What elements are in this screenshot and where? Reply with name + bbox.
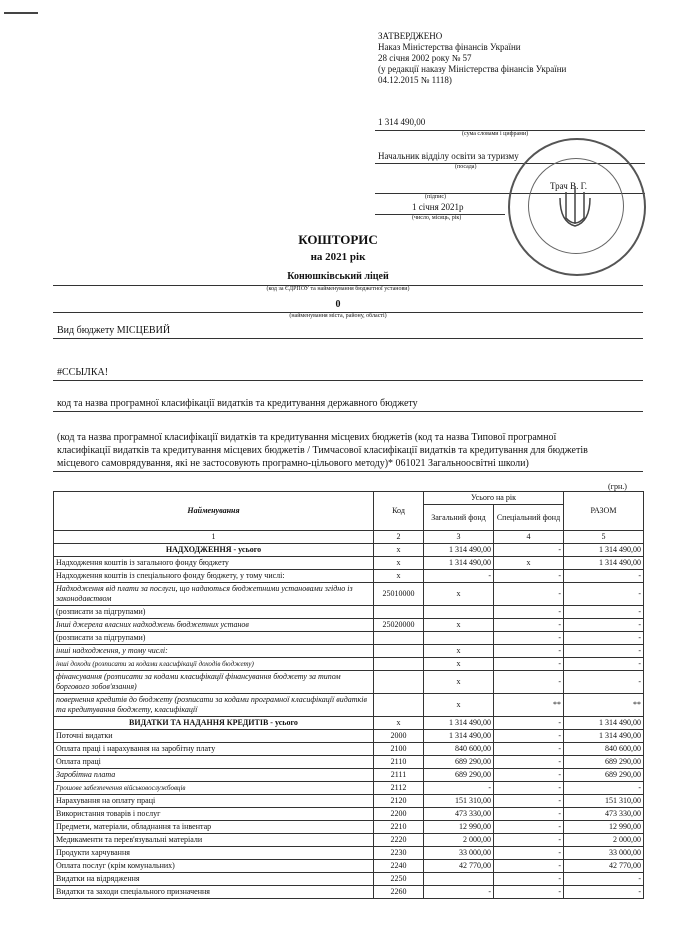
row-special-fund: - (494, 570, 564, 583)
row-general-fund: 473 330,00 (424, 808, 494, 821)
signature-caption: (підпис) (425, 194, 447, 200)
row-code (374, 645, 424, 658)
row-total: 840 600,00 (564, 743, 644, 756)
row-name: Надходження від плати за послуги, що надаються бюджетними установами згідно із законодавством (54, 583, 374, 606)
row-special-fund: - (494, 769, 564, 782)
table-row (54, 583, 644, 606)
row-name: Нарахування на оплату праці (54, 795, 374, 808)
document-year: на 2021 рік (310, 251, 366, 263)
row-general-fund: 33 000,00 (424, 847, 494, 860)
row-total: - (564, 671, 644, 694)
city-code: 0 (335, 299, 341, 310)
row-special-fund: - (494, 632, 564, 645)
row-code (374, 658, 424, 671)
row-code: 2210 (374, 821, 424, 834)
table-header-row (54, 492, 644, 505)
row-name: інші доходи (розписати за кодами класифікації доходів бюджету) (54, 658, 374, 671)
row-code (374, 632, 424, 645)
row-code: x (374, 557, 424, 570)
local-classification-line-3: місцевого самоврядування, які не застосовують програмно-цільового методу)* 061021 Загальноосвітні школи) (57, 458, 529, 469)
row-code: x (374, 717, 424, 730)
row-total: - (564, 583, 644, 606)
row-name: Медикаменти та перев'язувальні матеріали (54, 834, 374, 847)
table-row (54, 730, 644, 743)
currency-unit: (грн.) (608, 482, 627, 491)
header-name: Найменування (54, 492, 374, 531)
row-name: Поточні видатки (54, 730, 374, 743)
column-number: 2 (374, 531, 424, 544)
row-special-fund: - (494, 808, 564, 821)
row-general-fund: x (424, 694, 494, 717)
row-special-fund: - (494, 619, 564, 632)
table-row (54, 782, 644, 795)
row-code: 2120 (374, 795, 424, 808)
row-total: ** (564, 694, 644, 717)
row-total: - (564, 606, 644, 619)
reference-line (53, 380, 643, 381)
approval-edition-date: 04.12.2015 № 1118) (378, 75, 452, 85)
table-row (54, 769, 644, 782)
row-special-fund: - (494, 795, 564, 808)
row-code (374, 694, 424, 717)
row-total: 1 314 490,00 (564, 557, 644, 570)
row-total: - (564, 570, 644, 583)
row-special-fund: - (494, 834, 564, 847)
row-total: 689 290,00 (564, 756, 644, 769)
row-code (374, 671, 424, 694)
table-row (54, 808, 644, 821)
approval-edition: (у редакції наказу Міністерства фінансів України (378, 64, 567, 74)
row-total: 12 990,00 (564, 821, 644, 834)
row-general-fund: 42 770,00 (424, 860, 494, 873)
row-special-fund: - (494, 658, 564, 671)
row-total: 42 770,00 (564, 860, 644, 873)
row-code: 2250 (374, 873, 424, 886)
table-row (54, 847, 644, 860)
row-name: Інші джерела власних надходжень бюджетних установ (54, 619, 374, 632)
local-classification-line (53, 471, 643, 472)
row-general-fund: 1 314 490,00 (424, 544, 494, 557)
row-name: НАДХОДЖЕННЯ - усього (54, 544, 374, 557)
row-special-fund: - (494, 743, 564, 756)
row-total: 151 310,00 (564, 795, 644, 808)
row-name: Оплата праці (54, 756, 374, 769)
table-row (54, 694, 644, 717)
row-general-fund: 1 314 490,00 (424, 730, 494, 743)
organization-name: Конюшківський ліцей (287, 271, 389, 282)
approved-amount: 1 314 490,00 (378, 117, 426, 127)
row-name: Оплата праці і нарахування на заробітну плату (54, 743, 374, 756)
row-code: 2200 (374, 808, 424, 821)
budget-table (53, 491, 644, 899)
table-row (54, 544, 644, 557)
row-total: - (564, 782, 644, 795)
row-total: - (564, 886, 644, 899)
table-row (54, 873, 644, 886)
row-name: фінансування (розписати за кодами класифікації фінансування бюджету за типом боргового зобов'язання) (54, 671, 374, 694)
row-general-fund: x (424, 671, 494, 694)
row-code (374, 606, 424, 619)
row-special-fund: ** (494, 694, 564, 717)
row-special-fund: - (494, 847, 564, 860)
row-special-fund: - (494, 583, 564, 606)
row-general-fund (424, 606, 494, 619)
document-title: КОШТОРИС (298, 232, 378, 247)
approval-day: 1 січня 2021р (412, 202, 464, 212)
row-special-fund: - (494, 860, 564, 873)
row-total: - (564, 645, 644, 658)
row-code: 2100 (374, 743, 424, 756)
row-name: повернення кредитів до бюджету (розписати за кодами програмної класифікації видатків та кредитування бюджету, класифікації (54, 694, 374, 717)
row-total: 2 000,00 (564, 834, 644, 847)
table-row (54, 743, 644, 756)
row-code: 2000 (374, 730, 424, 743)
header-code: Код (374, 492, 424, 531)
state-classification-label: код та назва програмної класифікації видатків та кредитування державного бюджету (57, 398, 418, 409)
table-row (54, 570, 644, 583)
row-total: 1 314 490,00 (564, 544, 644, 557)
row-name: Предмети, матеріали, обладнання та інвентар (54, 821, 374, 834)
row-code: 25020000 (374, 619, 424, 632)
row-name: Оплата послуг (крім комунальних) (54, 860, 374, 873)
row-special-fund: - (494, 645, 564, 658)
row-code: 2260 (374, 886, 424, 899)
table-row (54, 606, 644, 619)
row-special-fund: - (494, 544, 564, 557)
header-general-fund: Загальний фонд (424, 505, 494, 531)
row-general-fund (424, 873, 494, 886)
column-number: 1 (54, 531, 374, 544)
row-general-fund: - (424, 886, 494, 899)
budget-type: Вид бюджету МІСЦЕВИЙ (57, 325, 171, 336)
signer-name: Трач В. Г. (550, 181, 588, 191)
row-special-fund: - (494, 756, 564, 769)
row-special-fund: - (494, 821, 564, 834)
row-special-fund: - (494, 717, 564, 730)
row-name: Продукти харчування (54, 847, 374, 860)
local-classification-line-2: класифікації видатків та кредитування місцевих бюджетів / Тимчасової класифікації видатків та кредитування для бюджетів (57, 445, 588, 456)
row-name: Використання товарів і послуг (54, 808, 374, 821)
row-general-fund: x (424, 658, 494, 671)
city-caption: (найменування міста, району, області) (289, 313, 387, 319)
row-name: Надходження коштів із спеціального фонду бюджету, у тому числі: (54, 570, 374, 583)
row-general-fund: 151 310,00 (424, 795, 494, 808)
row-total: - (564, 632, 644, 645)
amount-caption: (сума словами і цифрами) (462, 131, 529, 137)
row-total: 1 314 490,00 (564, 717, 644, 730)
row-total: 689 290,00 (564, 769, 644, 782)
row-name: Видатки та заходи спеціального призначення (54, 886, 374, 899)
header-special-fund: Спеціальний фонд (494, 505, 564, 531)
local-classification-text (57, 431, 647, 470)
row-code: x (374, 570, 424, 583)
table-row (54, 619, 644, 632)
row-general-fund: x (424, 645, 494, 658)
row-general-fund (424, 632, 494, 645)
row-name: (розписати за підгрупами) (54, 632, 374, 645)
row-special-fund: x (494, 557, 564, 570)
row-code: 2220 (374, 834, 424, 847)
row-code: x (374, 544, 424, 557)
row-special-fund: - (494, 606, 564, 619)
approver-position: Начальник відділу освіти за туризму (378, 151, 519, 161)
row-total: - (564, 619, 644, 632)
scan-mark (4, 12, 38, 14)
column-number: 3 (424, 531, 494, 544)
budget-type-line (53, 338, 643, 339)
row-total: 1 314 490,00 (564, 730, 644, 743)
table-row (54, 795, 644, 808)
column-number: 4 (494, 531, 564, 544)
row-name: (розписати за підгрупами) (54, 606, 374, 619)
approval-order: Наказ Міністерства фінансів України (378, 42, 521, 52)
row-name: Видатки на відрядження (54, 873, 374, 886)
row-special-fund: - (494, 671, 564, 694)
row-code: 25010000 (374, 583, 424, 606)
row-special-fund: - (494, 730, 564, 743)
state-classification-line (53, 411, 643, 412)
row-general-fund: 1 314 490,00 (424, 717, 494, 730)
row-general-fund: 12 990,00 (424, 821, 494, 834)
row-code: 2112 (374, 782, 424, 795)
row-general-fund: 840 600,00 (424, 743, 494, 756)
row-special-fund: - (494, 873, 564, 886)
table-row (54, 821, 644, 834)
date-caption: (число, місяць, рік) (412, 215, 462, 221)
row-general-fund: 689 290,00 (424, 769, 494, 782)
local-classification-line-1: (код та назва програмної класифікації видатків та кредитування місцевих бюджетів (код та назва Типової програмної (57, 432, 557, 443)
row-code: 2111 (374, 769, 424, 782)
row-total: 473 330,00 (564, 808, 644, 821)
row-general-fund: - (424, 782, 494, 795)
table-row (54, 717, 644, 730)
row-name: Грошове забезпечення військовослужбовців (54, 782, 374, 795)
position-caption: (посада) (455, 164, 477, 170)
row-code: 2230 (374, 847, 424, 860)
org-caption: (код за ЄДРПОУ та найменування бюджетної установи) (266, 286, 410, 292)
table-row (54, 886, 644, 899)
table-row (54, 671, 644, 694)
row-special-fund: - (494, 886, 564, 899)
column-number: 5 (564, 531, 644, 544)
row-total: - (564, 873, 644, 886)
table-row (54, 834, 644, 847)
reference-error: #ССЫЛКА! (57, 367, 109, 378)
table-row (54, 860, 644, 873)
row-general-fund: x (424, 619, 494, 632)
approval-date: 28 січня 2002 року № 57 (378, 53, 472, 63)
row-total: - (564, 658, 644, 671)
table-body (54, 544, 644, 899)
row-name: ВИДАТКИ ТА НАДАННЯ КРЕДИТІВ - усього (54, 717, 374, 730)
row-general-fund: x (424, 583, 494, 606)
row-name: Надходження коштів із загального фонду бюджету (54, 557, 374, 570)
row-general-fund: 689 290,00 (424, 756, 494, 769)
row-code: 2240 (374, 860, 424, 873)
table-row (54, 632, 644, 645)
approval-title: ЗАТВЕРДЖЕНО (378, 31, 443, 41)
row-code: 2110 (374, 756, 424, 769)
table-row (54, 756, 644, 769)
table-row (54, 658, 644, 671)
header-total-year: Усього на рік (424, 492, 564, 505)
approval-block (378, 31, 566, 86)
row-total: 33 000,00 (564, 847, 644, 860)
table-row (54, 557, 644, 570)
row-general-fund: 1 314 490,00 (424, 557, 494, 570)
row-general-fund: - (424, 570, 494, 583)
column-numbers-row (54, 531, 644, 544)
row-name: інші надходження, у тому числі: (54, 645, 374, 658)
table-row (54, 645, 644, 658)
row-special-fund: - (494, 782, 564, 795)
header-sum: РАЗОМ (564, 492, 644, 531)
row-general-fund: 2 000,00 (424, 834, 494, 847)
row-name: Заробітна плата (54, 769, 374, 782)
